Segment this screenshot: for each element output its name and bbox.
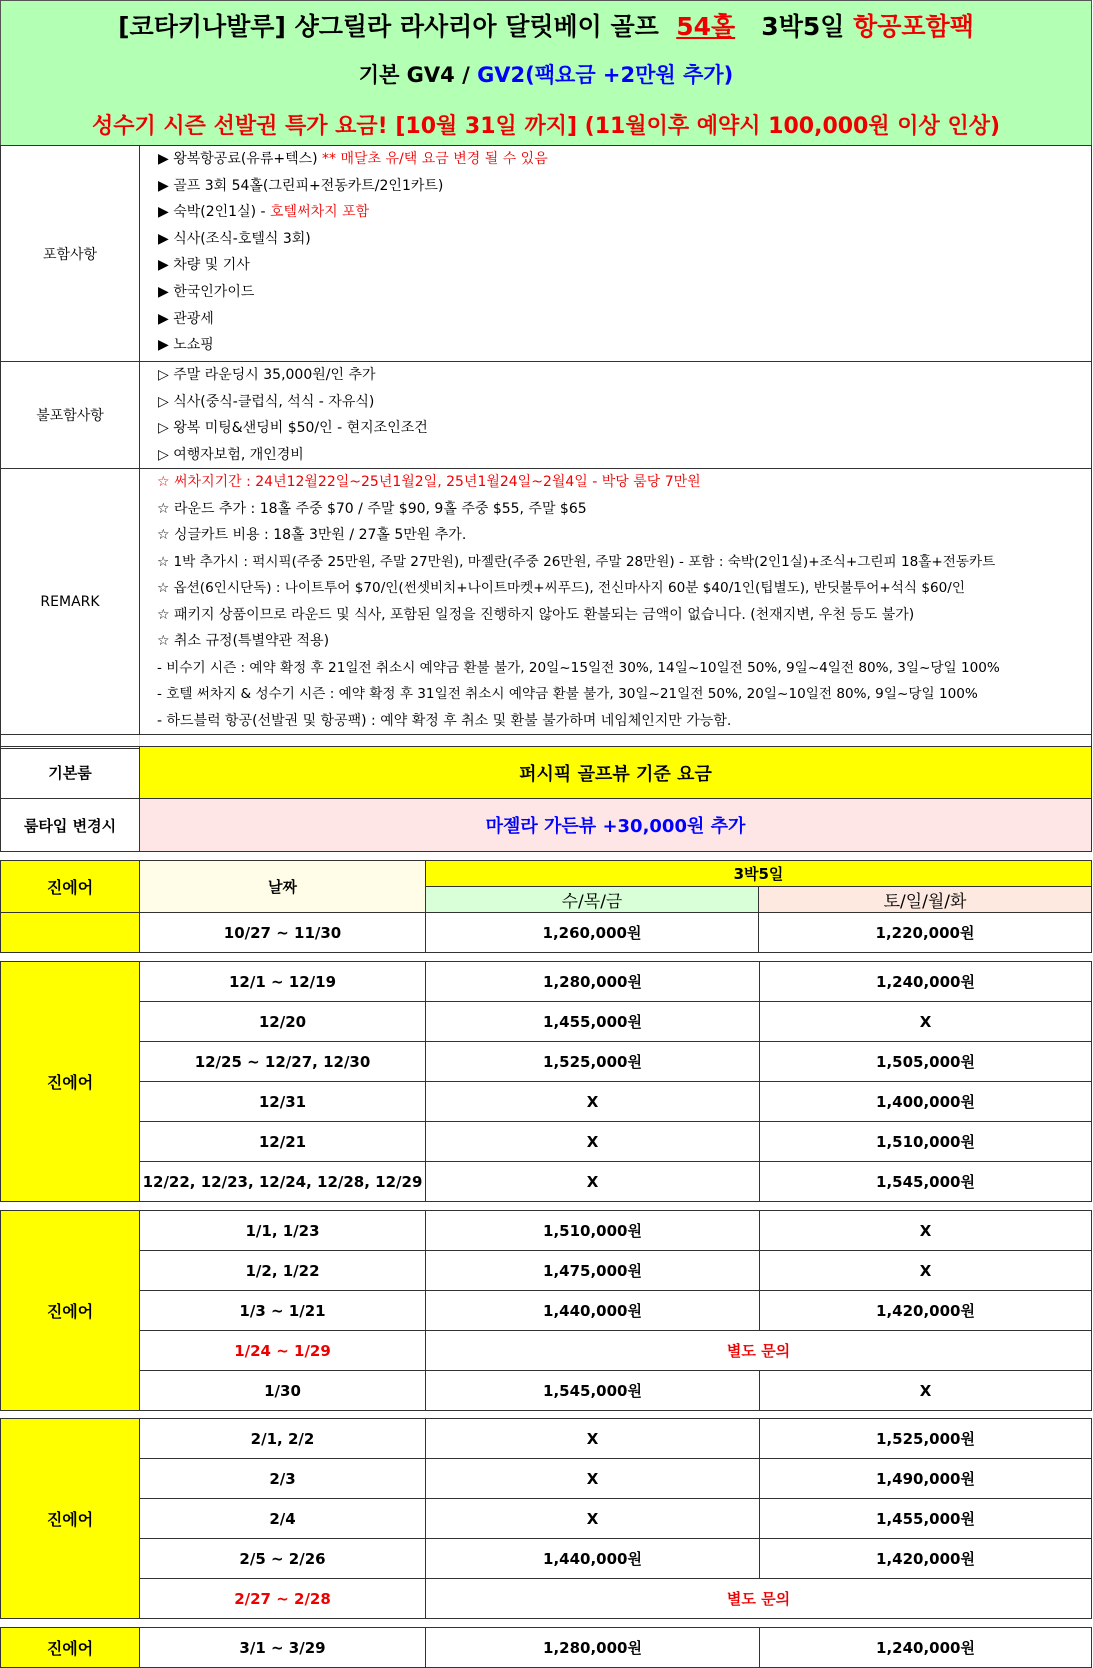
included-item: ▶ 골프 3회 54홀(그린피+전동카트/2인1카트) bbox=[158, 177, 444, 194]
included-item: ▶ 차량 및 기사 bbox=[158, 257, 250, 274]
period-header: 3박5일 bbox=[426, 861, 1092, 887]
weekend-header: 토/일/월/화 bbox=[759, 887, 1092, 913]
remark-item: ☆ 옵션(6인시단독) : 나이트투어 $70/인(썬셋비치+나이트마켓+씨푸드), 전신마사지 60분 $40/1인(팁별도), 반딧불투어+석식 $60/인 bbox=[157, 580, 965, 597]
date-cell: 2/27 ~ 2/28 bbox=[140, 1579, 426, 1619]
date-cell: 12/25 ~ 12/27, 12/30 bbox=[140, 1042, 426, 1082]
price-group bbox=[0, 1627, 1092, 1668]
weekend-price: X bbox=[760, 1371, 1092, 1411]
weekday-price: X bbox=[426, 1419, 760, 1459]
date-cell: 2/4 bbox=[140, 1499, 426, 1539]
weekday-price: 1,545,000원 bbox=[426, 1371, 760, 1411]
table-row bbox=[1, 1459, 1092, 1499]
base-room-section bbox=[0, 746, 1092, 852]
table-row bbox=[1, 1002, 1092, 1042]
base-room-label: 기본룸 bbox=[1, 747, 140, 799]
remark-item: - 하드블럭 항공(선발권 및 항공팩) : 예약 확정 후 취소 및 환불 불가하며 네임체인지만 가능함. bbox=[157, 712, 732, 729]
weekday-price: 1,455,000원 bbox=[426, 1002, 760, 1042]
weekend-price: 1,220,000원 bbox=[759, 913, 1092, 953]
base-room-value: 퍼시픽 골프뷰 기준 요금 bbox=[140, 747, 1092, 799]
table-row bbox=[1, 1291, 1092, 1331]
weekday-header: 수/목/금 bbox=[426, 887, 759, 913]
table-row bbox=[1, 1162, 1092, 1202]
remark-row bbox=[1, 469, 1092, 735]
weekend-price: 1,240,000원 bbox=[760, 1628, 1092, 1668]
weekday-price: 1,525,000원 bbox=[426, 1042, 760, 1082]
title-line bbox=[1, 7, 1091, 43]
remark-item: ☆ 1박 추가시 : 퍽시픽(주중 25만원, 주말 27만원), 마젤란(주중 26만원, 주말 28만원) - 포함 : 숙박(2인1실)+조식+그린피 18홀+전동카트 bbox=[157, 553, 996, 570]
weekend-price: X bbox=[760, 1211, 1092, 1251]
date-cell: 2/1, 2/2 bbox=[140, 1419, 426, 1459]
weekday-price: 1,440,000원 bbox=[426, 1539, 760, 1579]
weekday-price: X bbox=[426, 1082, 760, 1122]
airline-cell: 진에어 bbox=[1, 861, 140, 913]
weekend-price: 1,490,000원 bbox=[760, 1459, 1092, 1499]
base-room-row bbox=[1, 747, 1092, 799]
excluded-content bbox=[140, 362, 1092, 469]
title-main: [코타키나발루] 샹그릴라 라사리아 달릿베이 골프 bbox=[118, 12, 659, 41]
remark-item: - 비수기 시즌 : 예약 확정 후 21일전 취소시 예약금 환불 불가, 20일~15일전 30%, 14일~10일전 50%, 9일~4일전 80%, 3일~당일 100% bbox=[157, 659, 1000, 676]
price-group bbox=[0, 961, 1092, 1202]
title-package: 항공포함팩 bbox=[853, 12, 974, 41]
weekend-price: 1,510,000원 bbox=[760, 1122, 1092, 1162]
date-cell: 1/2, 1/22 bbox=[140, 1251, 426, 1291]
room-change-value: 마젤라 가든뷰 +30,000원 추가 bbox=[140, 799, 1092, 852]
weekend-price: 1,420,000원 bbox=[760, 1539, 1092, 1579]
table-row bbox=[1, 1251, 1092, 1291]
date-cell: 12/20 bbox=[140, 1002, 426, 1042]
table-row bbox=[1, 1122, 1092, 1162]
table-row bbox=[1, 1499, 1092, 1539]
room-change-label: 룸타입 변경시 bbox=[1, 799, 140, 852]
included-item: ▶ 숙박(2인1실) - 호텔써차지 포함 bbox=[158, 204, 370, 221]
weekend-price: 1,455,000원 bbox=[760, 1499, 1092, 1539]
date-cell: 1/30 bbox=[140, 1371, 426, 1411]
included-row bbox=[1, 146, 1092, 362]
date-cell: 3/1 ~ 3/29 bbox=[140, 1628, 426, 1668]
weekday-price: X bbox=[426, 1162, 760, 1202]
remark-content bbox=[140, 469, 1092, 735]
subtitle-base: 기본 GV4 / bbox=[358, 63, 470, 87]
included-item: ▶ 노쇼핑 bbox=[158, 337, 214, 354]
date-cell: 2/5 ~ 2/26 bbox=[140, 1539, 426, 1579]
date-cell: 1/1, 1/23 bbox=[140, 1211, 426, 1251]
weekday-price: X bbox=[426, 1122, 760, 1162]
price-group bbox=[0, 1418, 1092, 1619]
remark-item: ☆ 취소 규정(특별약관 적용) bbox=[157, 633, 330, 650]
date-cell: 12/1 ~ 12/19 bbox=[140, 962, 426, 1002]
table-row bbox=[1, 1042, 1092, 1082]
excluded-item: ▷ 여행자보험, 개인경비 bbox=[158, 446, 304, 463]
excluded-item: ▷ 주말 라운딩시 35,000원/인 추가 bbox=[158, 367, 376, 383]
price-group bbox=[0, 860, 1092, 953]
excluded-item: ▷ 왕복 미팅&샌딩비 $50/인 - 현지조인조건 bbox=[158, 420, 428, 437]
table-row bbox=[1, 1331, 1092, 1371]
title-duration: 3박5일 bbox=[761, 12, 845, 41]
date-cell: 1/24 ~ 1/29 bbox=[140, 1331, 426, 1371]
weekday-price: 1,280,000원 bbox=[426, 1628, 760, 1668]
weekend-price: X bbox=[760, 1251, 1092, 1291]
weekday-price: 1,475,000원 bbox=[426, 1251, 760, 1291]
included-item: ▶ 식사(조식-호텔식 3회) bbox=[158, 230, 311, 247]
title-holes: 54홀 bbox=[676, 12, 736, 41]
included-item: ▶ 한국인가이드 bbox=[158, 283, 255, 300]
table-row bbox=[1, 1539, 1092, 1579]
included-item: ▶ 왕복항공료(유류+텍스) ** 매달초 유/택 요금 변경 될 수 있음 bbox=[158, 151, 548, 167]
date-cell: 12/31 bbox=[140, 1082, 426, 1122]
weekend-price: 1,525,000원 bbox=[760, 1419, 1092, 1459]
weekend-price: 1,505,000원 bbox=[760, 1042, 1092, 1082]
excluded-label: 불포함사항 bbox=[1, 362, 140, 469]
weekday-price: X bbox=[426, 1459, 760, 1499]
included-content bbox=[140, 146, 1092, 362]
inquiry-cell: 별도 문의 bbox=[426, 1331, 1092, 1371]
date-header: 날짜 bbox=[140, 861, 426, 913]
weekday-price: X bbox=[426, 1499, 760, 1539]
page-header bbox=[0, 0, 1092, 146]
excluded-row bbox=[1, 362, 1092, 469]
remark-item: ☆ 써차지기간 : 24년12월22일~25년1월2일, 25년1월24일~2월4일 - 박당 룸당 7만원 bbox=[157, 474, 701, 491]
inquiry-cell: 별도 문의 bbox=[426, 1579, 1092, 1619]
excluded-item: ▷ 식사(중식-클럽식, 석식 - 자유식) bbox=[158, 393, 375, 410]
table-row bbox=[1, 1628, 1092, 1668]
weekend-price: 1,420,000원 bbox=[760, 1291, 1092, 1331]
remark-item: - 호텔 써차지 & 성수기 시즌 : 예약 확정 후 31일전 취소시 예약금 환불 불가, 30일~21일전 50%, 20일~10일전 80%, 9일~당일 100% bbox=[157, 686, 978, 703]
info-section bbox=[0, 145, 1092, 749]
weekday-price: 1,260,000원 bbox=[426, 913, 759, 953]
table-row bbox=[1, 1211, 1092, 1251]
included-item: ▶ 관광세 bbox=[158, 310, 214, 327]
weekday-price: 1,440,000원 bbox=[426, 1291, 760, 1331]
subtitle-line bbox=[1, 59, 1091, 89]
subtitle-gv2: GV2(팩요금 +2만원 추가) bbox=[477, 63, 734, 87]
weekend-price: 1,240,000원 bbox=[760, 962, 1092, 1002]
remark-item: ☆ 패키지 상품이므로 라운드 및 식사, 포함된 일정을 진행하지 않아도 환불되는 금액이 없습니다. (천재지변, 우천 등도 불가) bbox=[157, 606, 915, 623]
airline-cell: 진에어 bbox=[1, 1419, 140, 1619]
date-cell: 1/3 ~ 1/21 bbox=[140, 1291, 426, 1331]
table-row bbox=[1, 1371, 1092, 1411]
included-label: 포함사항 bbox=[1, 146, 140, 362]
airline-cell: 진에어 bbox=[1, 1628, 140, 1668]
room-change-row bbox=[1, 799, 1092, 852]
airline-cell: 진에어 bbox=[1, 962, 140, 1202]
date-cell: 12/21 bbox=[140, 1122, 426, 1162]
table-row bbox=[1, 1579, 1092, 1619]
table-row bbox=[1, 1082, 1092, 1122]
remark-label: REMARK bbox=[1, 469, 140, 735]
airline-cell: 진에어 bbox=[1, 1211, 140, 1411]
price-group bbox=[0, 1210, 1092, 1411]
date-cell: 2/3 bbox=[140, 1459, 426, 1499]
date-cell: 10/27 ~ 11/30 bbox=[140, 913, 426, 953]
table-row bbox=[1, 1419, 1092, 1459]
promo-line: 성수기 시즌 선발권 특가 요금! [10월 31일 까지] (11월이후 예약시 100,000원 이상 인상) bbox=[91, 114, 1001, 139]
weekday-price: 1,280,000원 bbox=[426, 962, 760, 1002]
weekday-price: 1,510,000원 bbox=[426, 1211, 760, 1251]
table-row bbox=[1, 913, 1092, 953]
date-cell: 12/22, 12/23, 12/24, 12/28, 12/29 bbox=[140, 1162, 426, 1202]
weekend-price: 1,400,000원 bbox=[760, 1082, 1092, 1122]
weekend-price: X bbox=[760, 1002, 1092, 1042]
remark-item: ☆ 싱글카트 비용 : 18홀 3만원 / 27홀 5만원 추가. bbox=[157, 527, 467, 544]
table-row bbox=[1, 962, 1092, 1002]
weekend-price: 1,545,000원 bbox=[760, 1162, 1092, 1202]
remark-item: ☆ 라운드 추가 : 18홀 주중 $70 / 주말 $90, 9홀 주중 $55, 주말 $65 bbox=[157, 500, 587, 517]
